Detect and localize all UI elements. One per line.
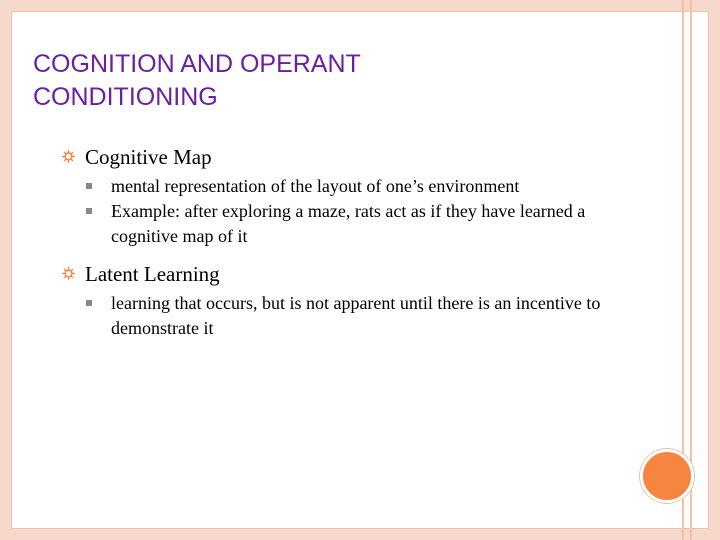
sub-bullet-text: Example: after exploring a maze, rats act as if they have learned a cognitive map of it bbox=[111, 201, 586, 246]
square-bullet-icon bbox=[86, 183, 92, 189]
sub-bullet bbox=[62, 199, 651, 249]
decorative-circle bbox=[640, 449, 694, 503]
slide-content bbox=[62, 143, 662, 341]
bullet-cognitive-map bbox=[62, 143, 662, 171]
square-bullet-icon bbox=[86, 300, 92, 306]
sub-bullet bbox=[62, 291, 651, 341]
sun-bullet-icon bbox=[62, 267, 75, 280]
bullet-latent-learning bbox=[62, 260, 662, 288]
sub-bullet-text: learning that occurs, but is not apparent until there is an incentive to demonstrate it bbox=[111, 293, 601, 338]
square-bullet-icon bbox=[86, 208, 92, 214]
decorative-line bbox=[690, 0, 692, 540]
slide-title bbox=[33, 48, 633, 114]
slide-title-line: COGNITION AND OPERANT bbox=[33, 50, 361, 78]
bullet-heading: Cognitive Map bbox=[85, 145, 212, 169]
bullet-heading: Latent Learning bbox=[85, 262, 220, 286]
slide-title-line: CONDITIONING bbox=[33, 83, 218, 111]
sub-bullet bbox=[62, 174, 651, 199]
sun-bullet-icon bbox=[62, 150, 75, 163]
sub-bullet-text: mental representation of the layout of one’s environment bbox=[111, 176, 520, 196]
